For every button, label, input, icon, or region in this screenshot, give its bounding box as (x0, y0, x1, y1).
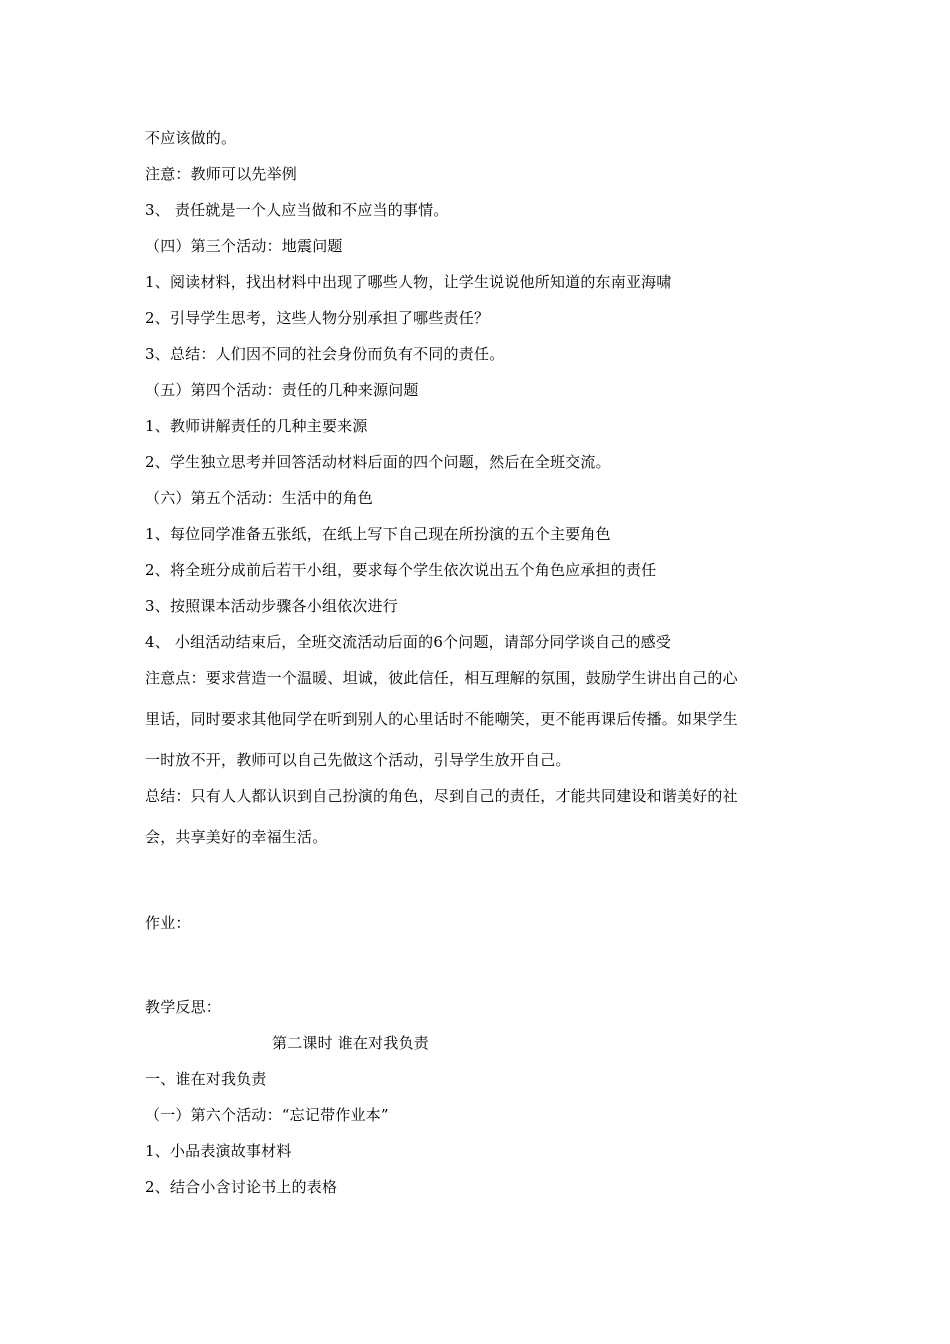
reflection-label: 教学反思： (145, 998, 222, 1016)
list-item: 4、 小组活动结束后，全班交流活动后面的6个问题，请部分同学谈自己的感受 (145, 633, 672, 651)
list-item: 1、每位同学准备五张纸，在纸上写下自己现在所扮演的五个主要角色 (145, 525, 611, 543)
note-line: 注意点：要求营造一个温暖、坦诚，彼此信任，相互理解的氛围，鼓励学生讲出自己的心 (145, 669, 738, 687)
list-item: 1、阅读材料，找出材料中出现了哪些人物，让学生说说他所知道的东南亚海啸 (145, 273, 672, 291)
section-heading: 一、谁在对我负责 (145, 1070, 267, 1088)
list-item: 1、教师讲解责任的几种主要来源 (145, 417, 368, 435)
summary-line: 会，共享美好的幸福生活。 (145, 828, 328, 846)
section-heading: （一）第六个活动：“忘记带作业本” (145, 1106, 389, 1124)
list-item: 3、 责任就是一个人应当做和不应当的事情。 (145, 201, 449, 219)
list-item: 2、学生独立思考并回答活动材料后面的四个问题，然后在全班交流。 (145, 453, 611, 471)
list-item: 2、结合小含讨论书上的表格 (145, 1178, 338, 1196)
lesson-title: 第二课时 谁在对我负责 (272, 1034, 429, 1052)
summary-line: 总结：只有人人都认识到自己扮演的角色，尽到自己的责任，才能共同建设和谐美好的社 (145, 787, 738, 805)
list-item: 1、小品表演故事材料 (145, 1142, 292, 1160)
section-heading: （六）第五个活动：生活中的角色 (145, 489, 374, 507)
text-line: 不应该做的。 (145, 129, 237, 147)
list-item: 2、引导学生思考，这些人物分别承担了哪些责任？ (145, 309, 490, 327)
section-heading: （五）第四个活动：责任的几种来源问题 (145, 381, 419, 399)
section-heading: （四）第三个活动：地震问题 (145, 237, 343, 255)
homework-label: 作业： (145, 914, 191, 932)
list-item: 3、按照课本活动步骤各小组依次进行 (145, 597, 398, 615)
list-item: 3、总结：人们因不同的社会身份而负有不同的责任。 (145, 345, 505, 363)
list-item: 2、将全班分成前后若干小组，要求每个学生依次说出五个角色应承担的责任 (145, 561, 657, 579)
note-line: 里话，同时要求其他同学在听到别人的心里话时不能嘲笑，更不能再课后传播。如果学生 (145, 710, 738, 728)
note-line: 一时放不开，教师可以自己先做这个活动，引导学生放开自己。 (145, 751, 571, 769)
note-line: 注意：教师可以先举例 (145, 165, 298, 183)
